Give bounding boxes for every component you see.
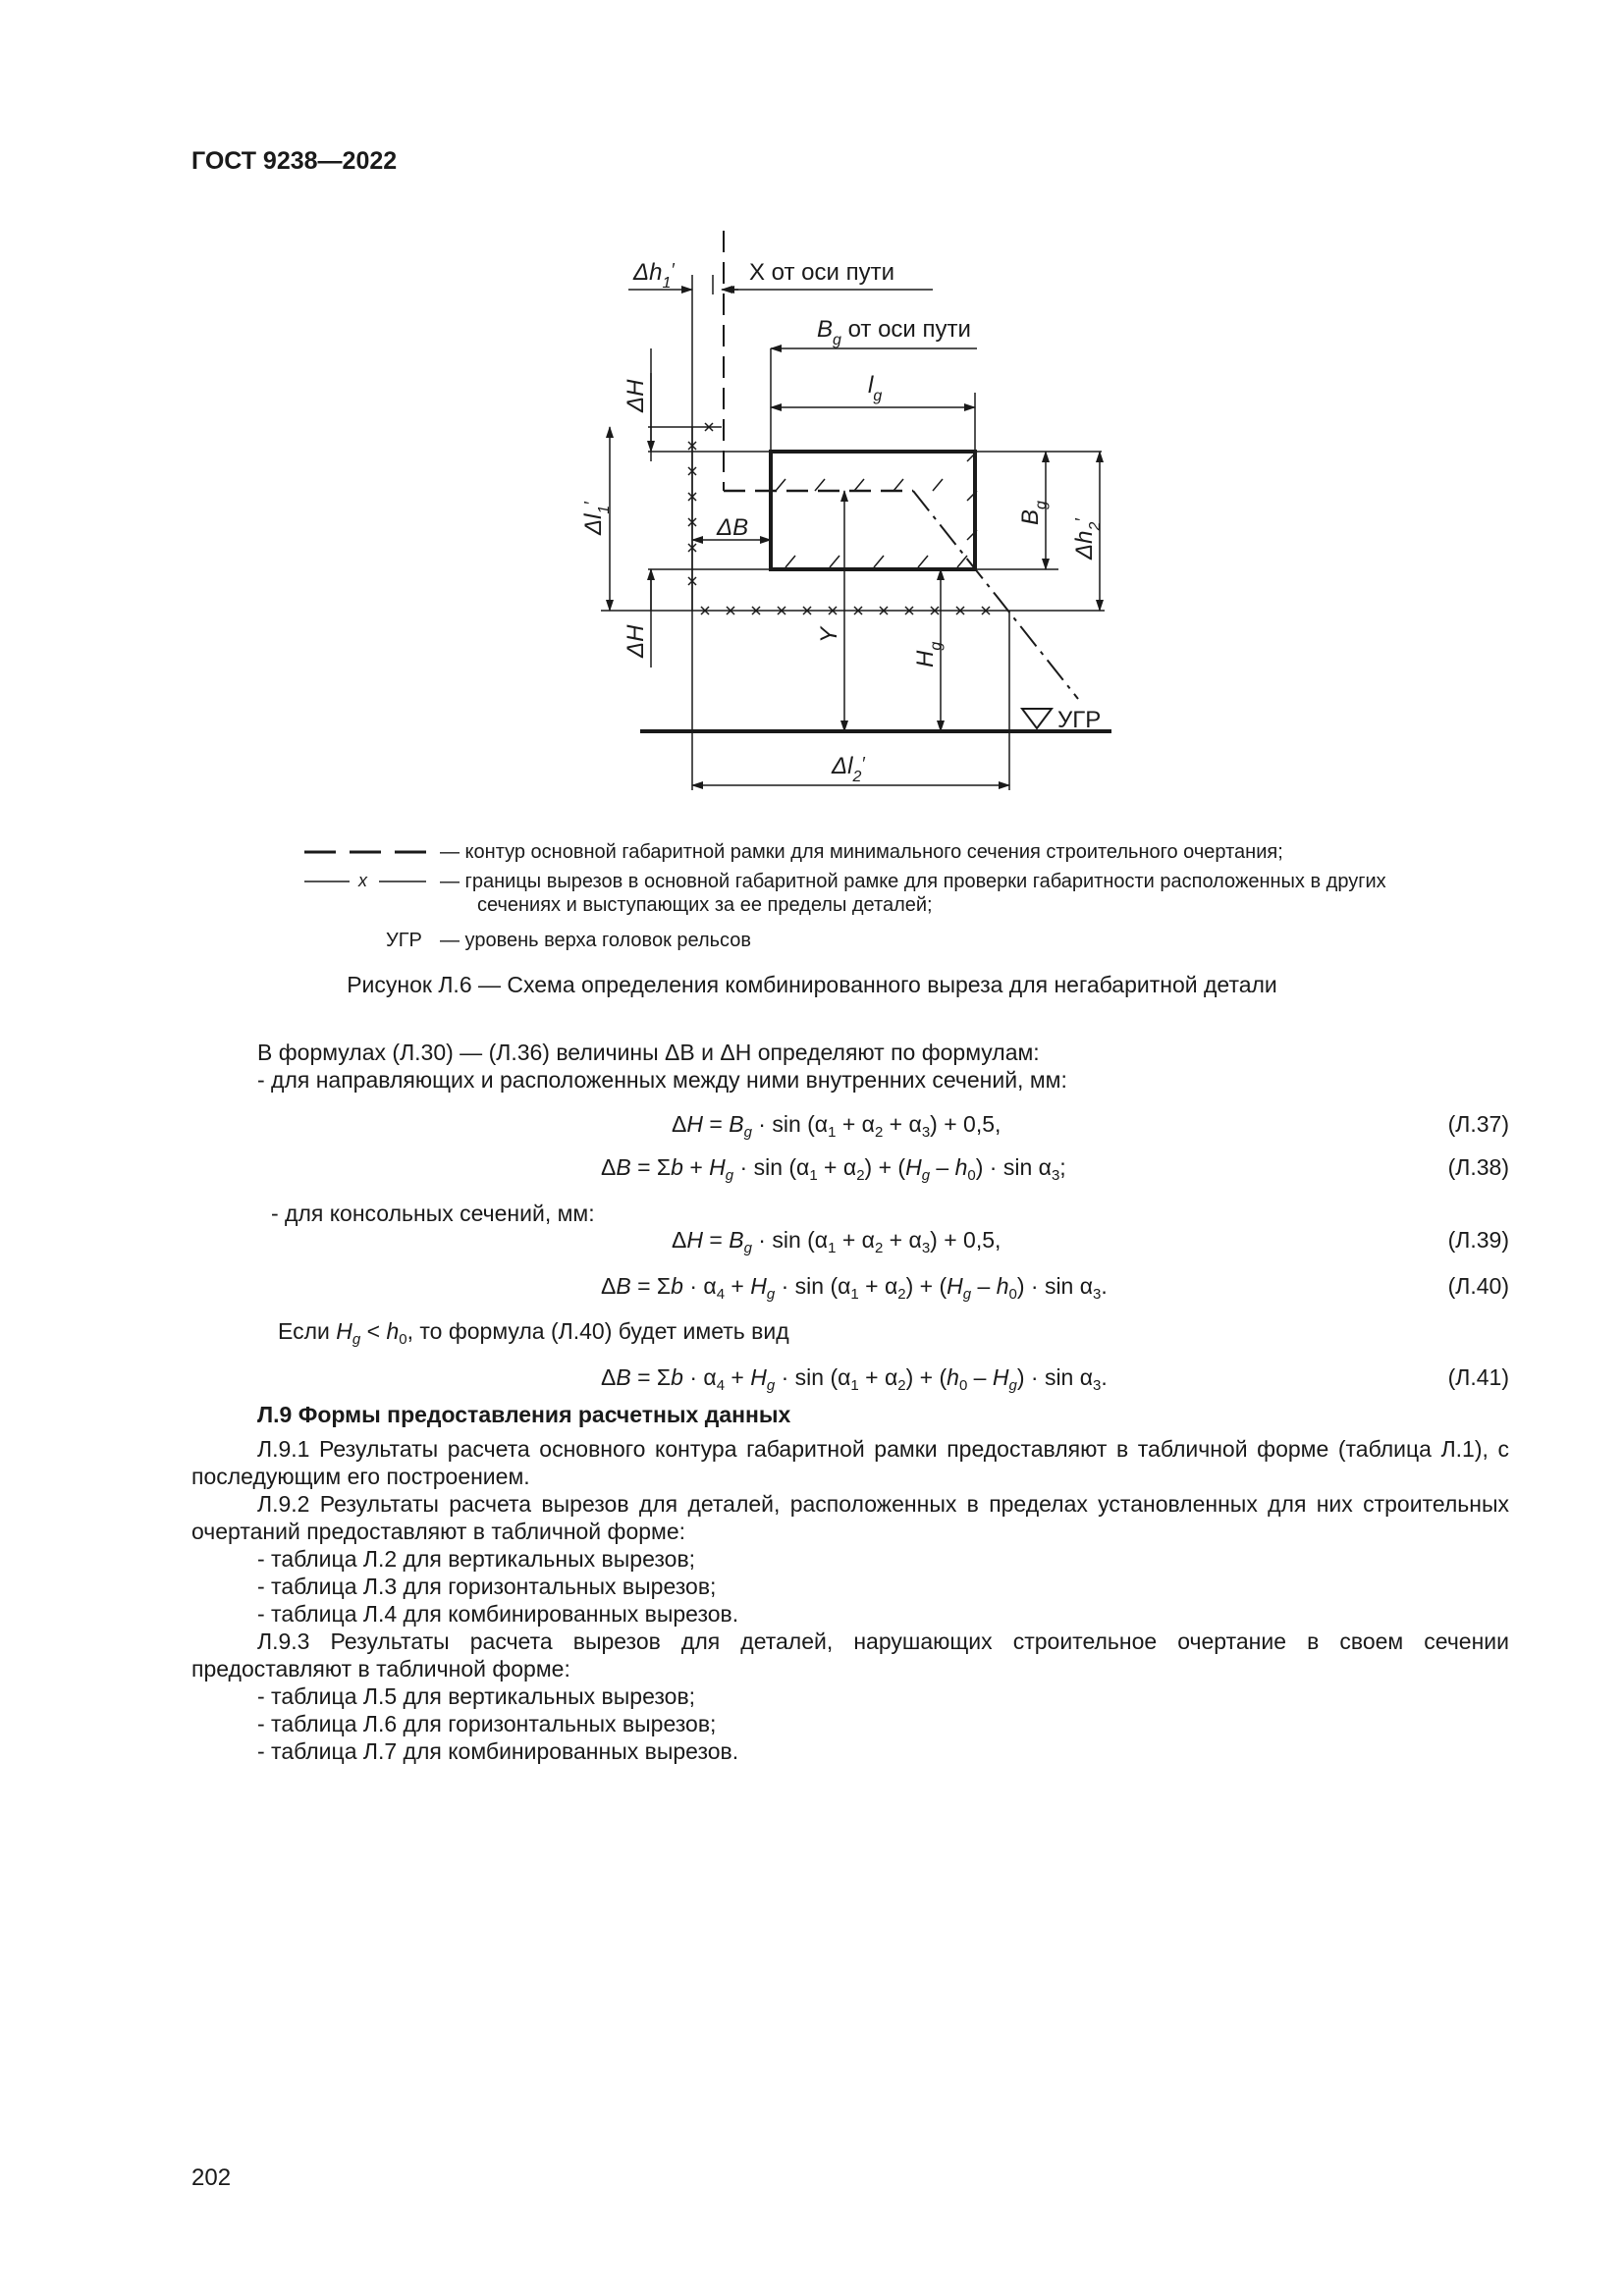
formula-l38: $\Delta B = \Sigma b + H_g \cdot \sin (\alpha_1 + \alpha_2) + (H_g - h_0) \cdot \sin \alpha_3$;: [601, 1154, 1066, 1184]
y-label: Y: [816, 626, 842, 643]
dh2-label: $\Delta h_2'$: [1071, 518, 1104, 560]
list-item: - таблица Л.3 для горизонтальных вырезов;: [257, 1574, 717, 1599]
list-item: - таблица Л.7 для комбинированных вырезов.: [257, 1738, 739, 1764]
paragraph-l9-3: Л.9.3 Результаты расчета вырезов для деталей, нарушающих строительное очертание в своем сечении предоставляют в табличной форме:: [191, 1629, 1509, 1682]
list-item: - таблица Л.4 для комбинированных вырезов.: [257, 1601, 739, 1627]
list-item: - таблица Л.2 для вертикальных вырезов;: [257, 1546, 696, 1572]
page-number: 202: [191, 2164, 232, 2191]
legend-item-dash: — контур основной габаритной рамки для минимального сечения строительного очертания;: [440, 841, 1283, 863]
delta-h-top-label: ΔH: [623, 379, 649, 412]
eq-number-l39: (Л.39): [1447, 1227, 1509, 1253]
legend-item-ugr: — уровень верха головок рельсов: [440, 930, 752, 951]
ugr-label: УГР: [1057, 707, 1102, 733]
legend-symbols: [302, 844, 430, 903]
formula-intro: В формулах (Л.30) — (Л.36) величины ΔB и ΔH определяют по формулам:: [257, 1040, 1040, 1065]
dl1-label: $\Delta l_1'$: [580, 502, 613, 535]
document-header: ГОСТ 9238—2022: [191, 147, 398, 175]
paragraph-l9-2: Л.9.2 Результаты расчета вырезов для деталей, расположенных в пределах установленных для них строительных очертаний предоставляют в табличной форме:: [191, 1491, 1509, 1544]
formula-intro-console: - для консольных сечений, мм:: [271, 1201, 595, 1226]
dh1-label: $\Delta h_1'$: [633, 259, 675, 292]
eq-number-l40: (Л.40): [1447, 1273, 1509, 1299]
delta-b-label: ΔB: [717, 514, 749, 541]
list-item: - таблица Л.6 для горизонтальных вырезов;: [257, 1711, 717, 1736]
lg-label: $l_g$: [868, 372, 883, 404]
legend-item-x: — границы вырезов в основной габаритной рамке для проверки габаритности расположенных в других сечениях и выступающих за ее пределы деталей;: [440, 871, 1386, 916]
figure-caption: Рисунок Л.6 — Схема определения комбинированного выреза для негабаритной детали: [347, 972, 1277, 997]
formula-l40: $\Delta B = \Sigma b \cdot \alpha_4 + H_g \cdot \sin (\alpha_1 + \alpha_2) + (H_g - h_0) \cdot \sin \alpha_3$.: [601, 1273, 1108, 1303]
eq-number-l38: (Л.38): [1447, 1154, 1509, 1180]
formula-l37: $\Delta H = B_g \cdot \sin (\alpha_1 + \alpha_2 + \alpha_3) + 0,5$,: [672, 1111, 1001, 1141]
eq-number-l37: (Л.37): [1447, 1111, 1509, 1137]
paragraph-l9-1: Л.9.1 Результаты расчета основного контура габаритной рамки предоставляют в табличной форме (таблица Л.1), с последующим его построением.: [191, 1436, 1509, 1489]
x-axis-label: X от оси пути: [749, 259, 894, 286]
formula-intro-internal: - для направляющих и расположенных между ними внутренних сечений, мм:: [257, 1067, 1067, 1093]
eq-number-l41: (Л.41): [1447, 1364, 1509, 1390]
list-item: - таблица Л.5 для вертикальных вырезов;: [257, 1683, 696, 1709]
dl2-label: $\Delta l_2'$: [832, 753, 865, 785]
formula-l39: $\Delta H = B_g \cdot \sin (\alpha_1 + \alpha_2 + \alpha_3) + 0,5$,: [672, 1227, 1001, 1256]
condition-line: Если $H_g < h_0$, то формула (Л.40) будет иметь вид: [278, 1318, 789, 1348]
legend-symbol-ugr: УГР: [386, 930, 422, 951]
bg-vert-label: $B_g$: [1017, 501, 1050, 525]
bg-axis-label: $B_g$ от оси пути: [817, 316, 971, 348]
figure-diagram: [0, 0, 1624, 805]
delta-h-bottom-label: ΔH: [623, 624, 649, 658]
section-title: Л.9 Формы предоставления расчетных данных: [257, 1402, 791, 1427]
formula-l41: $\Delta B = \Sigma b \cdot \alpha_4 + H_g \cdot \sin (\alpha_1 + \alpha_2) + (h_0 - H_g) \cdot \sin \alpha_3$.: [601, 1364, 1108, 1394]
hg-label: $H_g$: [912, 641, 945, 667]
svg-text:x: x: [358, 871, 367, 890]
